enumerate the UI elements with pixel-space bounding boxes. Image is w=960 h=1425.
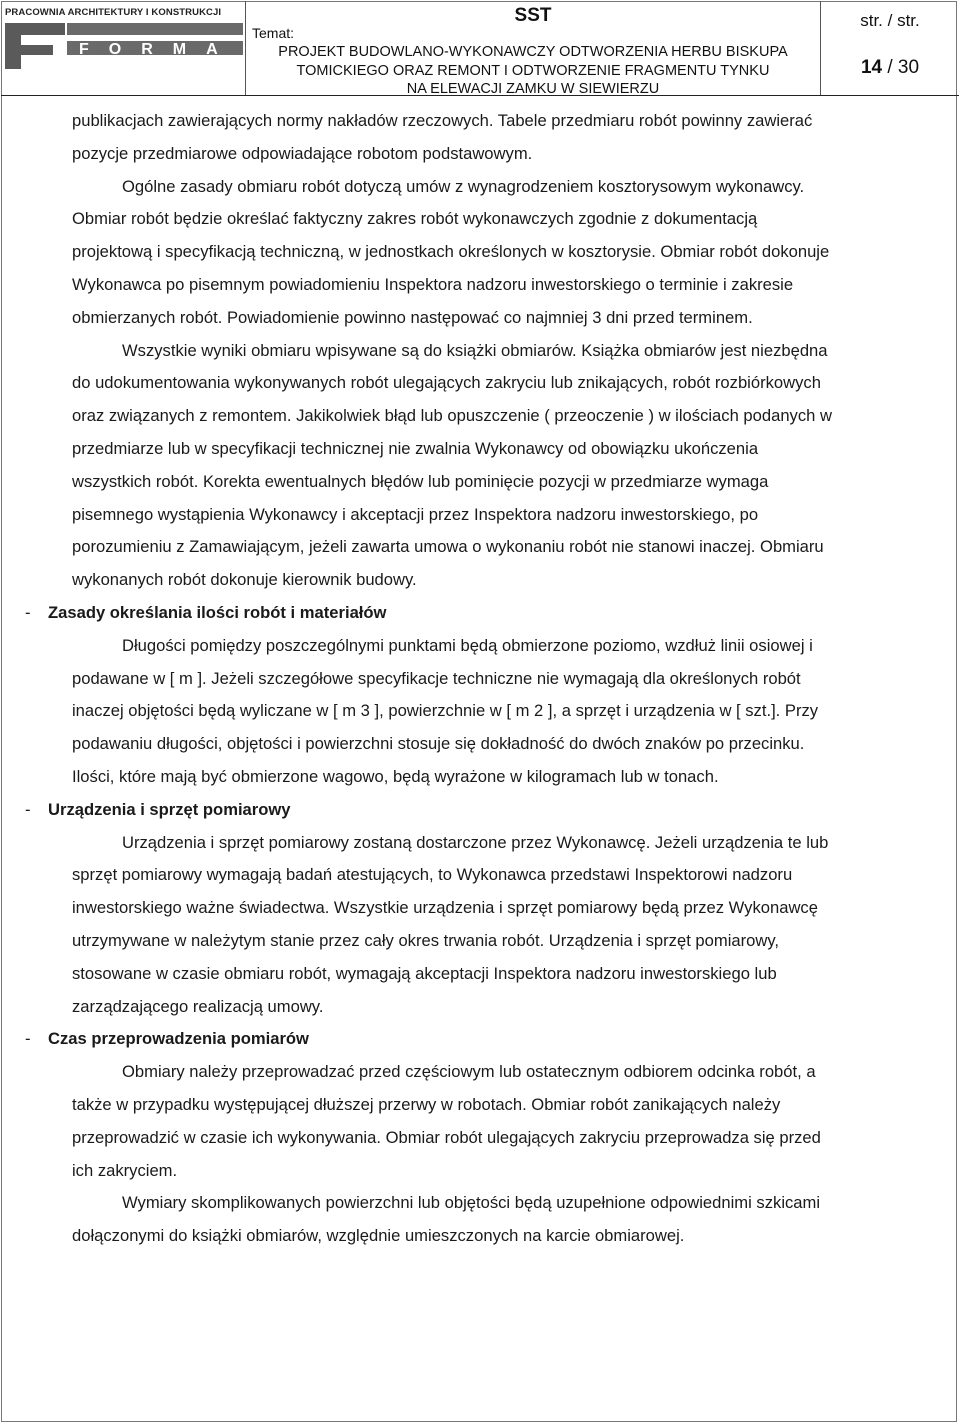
page-number-cell bbox=[821, 1, 959, 95]
company-logo bbox=[1, 1, 246, 95]
text-line: Wymiary skomplikowanych powierzchni lub objętości będą uzupełnione odpowiednimi szkicami bbox=[122, 1193, 821, 1213]
document-body bbox=[25, 105, 925, 1253]
text-line: inaczej objętości będą wyliczane w [ m 3 ], powierzchnie w [ m 2 ], a sprzęt i urządzenia w [ szt.]. Przy bbox=[72, 701, 819, 721]
text-line: Obmiar robót będzie określać faktyczny zakres robót wykonawczych zgodnie z dokumentacją bbox=[72, 209, 758, 229]
page-separator: / bbox=[887, 57, 893, 78]
title-cell bbox=[246, 1, 821, 95]
paragraph bbox=[25, 1187, 925, 1253]
document-type: SST bbox=[514, 5, 552, 26]
text-line: Wszystkie wyniki obmiaru wpisywane są do książki obmiarów. Książka obmiarów jest niezbędna bbox=[122, 340, 828, 360]
heading-text: Czas przeprowadzenia pomiarów bbox=[48, 1029, 309, 1049]
text-line: ich zakryciem. bbox=[72, 1160, 178, 1180]
text-line: oraz związanych z remontem. Jakikolwiek błąd lub opuszczenie ( przeoczenie ) w ilościach podanych w bbox=[72, 406, 832, 426]
section-heading bbox=[25, 794, 925, 827]
project-title bbox=[246, 43, 820, 99]
text-line: Wykonawca po pisemnym powiadomieniu Inspektora nadzoru inwestorskiego o terminie i zakresie bbox=[72, 274, 794, 294]
text-line: podawane w [ m ]. Jeżeli szczegółowe specyfikacje techniczne nie wymagają dla określonych robót bbox=[72, 668, 801, 688]
text-line: inwestorskiego ważne świadectwa. Wszystkie urządzenia i sprzęt pomiarowy będą przez Wykonawcę bbox=[72, 898, 818, 918]
text-line: Urządzenia i sprzęt pomiarowy zostaną dostarczone przez Wykonawcę. Jeżeli urządzenia te lub bbox=[122, 832, 829, 852]
text-line: do udokumentowania wykonywanych robót ulegających zakryciu lub znikających, robót rozbiórkowych bbox=[72, 373, 821, 393]
text-line: publikacjach zawierających normy nakładów rzeczowych. Tabele przedmiaru robót powinny zawierać bbox=[72, 111, 813, 130]
paragraph bbox=[25, 1056, 925, 1187]
section-heading bbox=[25, 1023, 925, 1056]
project-title-line: TOMICKIEGO ORAZ REMONT I ODTWORZENIE FRAGMENTU TYNKU bbox=[296, 62, 770, 79]
logo-word: FORMA bbox=[79, 41, 238, 58]
text-line: obmierzanych robót. Powiadomienie powinno następować co najmniej 3 dni przed terminem. bbox=[72, 307, 753, 327]
text-line: Obmiary należy przeprowadzać przed częściowym lub ostatecznym odbiorem odcinka robót, a bbox=[122, 1062, 816, 1082]
project-title-line: PROJEKT BUDOWLANO-WYKONAWCZY ODTWORZENIA HERBU BISKUPA bbox=[278, 44, 788, 60]
heading-text: Zasady określania ilości robót i materiałów bbox=[48, 602, 387, 622]
text-line: dołączonymi do książki obmiarów, względnie umieszczonych na karcie obmiarowej. bbox=[72, 1226, 685, 1246]
paragraph bbox=[25, 105, 925, 171]
temat-label: Temat: bbox=[252, 25, 295, 41]
document-header bbox=[1, 1, 959, 96]
text-line: stosowane w czasie obmiaru robót, wymagają akceptacji Inspektora nadzoru inwestorskiego lub bbox=[72, 963, 777, 983]
text-line: Ogólne zasady obmiaru robót dotyczą umów z wynagrodzeniem kosztorysowym wykonawcy. bbox=[122, 176, 805, 196]
heading-dash: - bbox=[25, 799, 31, 819]
heading-text: Urządzenia i sprzęt pomiarowy bbox=[48, 799, 291, 819]
page-total: 30 bbox=[897, 57, 920, 78]
page-number bbox=[821, 57, 959, 79]
text-line: sprzęt pomiarowy wymagają badań atestujących, to Wykonawca przedstawi Inspektorowi nadzoru bbox=[72, 865, 793, 885]
text-line: Długości pomiędzy poszczególnymi punktami będą obmierzone poziomo, wzdłuż linii osiowej i bbox=[122, 635, 813, 655]
forma-logo-graphic bbox=[5, 21, 243, 91]
paragraph bbox=[25, 335, 925, 597]
heading-dash: - bbox=[25, 602, 31, 622]
page-current: 14 bbox=[860, 57, 883, 78]
text-line: przeprowadzić w czasie ich wykonywania. Obmiar robót ulegających zakryciu przeprowadza się przed bbox=[72, 1127, 821, 1147]
logo-caption: PRACOWNIA ARCHITEKTURY I KONSTRUKCJI bbox=[5, 7, 222, 18]
text-line: projektową i specyfikacją techniczną, w jednostkach określonych w kosztorysie. Obmiar robót dokonuje bbox=[72, 242, 830, 262]
text-line: Ilości, które mają być obmierzone wagowo, będą wyrażone w kilogramach lub w tonach. bbox=[72, 766, 719, 786]
text-line: podawaniu długości, objętości i powierzchni stosuje się dokładność do dwóch znaków po przecinku. bbox=[72, 734, 805, 754]
section-heading bbox=[25, 597, 925, 630]
paragraph bbox=[25, 827, 925, 1024]
text-line: także w przypadku występującej dłuższej przerwy w robotach. Obmiar robót zanikających należy bbox=[72, 1094, 781, 1114]
text-line: utrzymywane w należytym stanie przez cały okres trwania robót. Urządzenia i sprzęt pomiarowy, bbox=[72, 930, 780, 950]
text-line: pisemnego wystąpienia Wykonawcy i akceptacji przez Inspektora nadzoru inwestorskiego, po bbox=[72, 504, 759, 524]
text-line: pozycje przedmiarowe odpowiadające robotom podstawowym. bbox=[72, 143, 533, 163]
paragraph bbox=[25, 630, 925, 794]
text-line: porozumieniu z Zamawiającym, jeżeli zawarta umowa o wykonaniu robót nie stanowi inaczej. Obmiaru bbox=[72, 537, 824, 557]
text-line: wykonanych robót dokonuje kierownik budowy. bbox=[72, 570, 417, 590]
heading-dash: - bbox=[25, 1029, 31, 1049]
text-line: wszystkich robót. Korekta ewentualnych błędów lub pominięcie pozycji w przedmiarze wymaga bbox=[72, 471, 769, 491]
text-line: przedmiarze lub w specyfikacji technicznej nie zwalnia Wykonawcy od obowiązku ukończenia bbox=[72, 438, 759, 458]
page-label: str. / str. bbox=[860, 11, 920, 30]
project-title-line: NA ELEWACJI ZAMKU W SIEWIERZU bbox=[406, 81, 660, 97]
paragraph bbox=[25, 171, 925, 335]
text-line: zarządzającego realizacją umowy. bbox=[72, 996, 324, 1016]
